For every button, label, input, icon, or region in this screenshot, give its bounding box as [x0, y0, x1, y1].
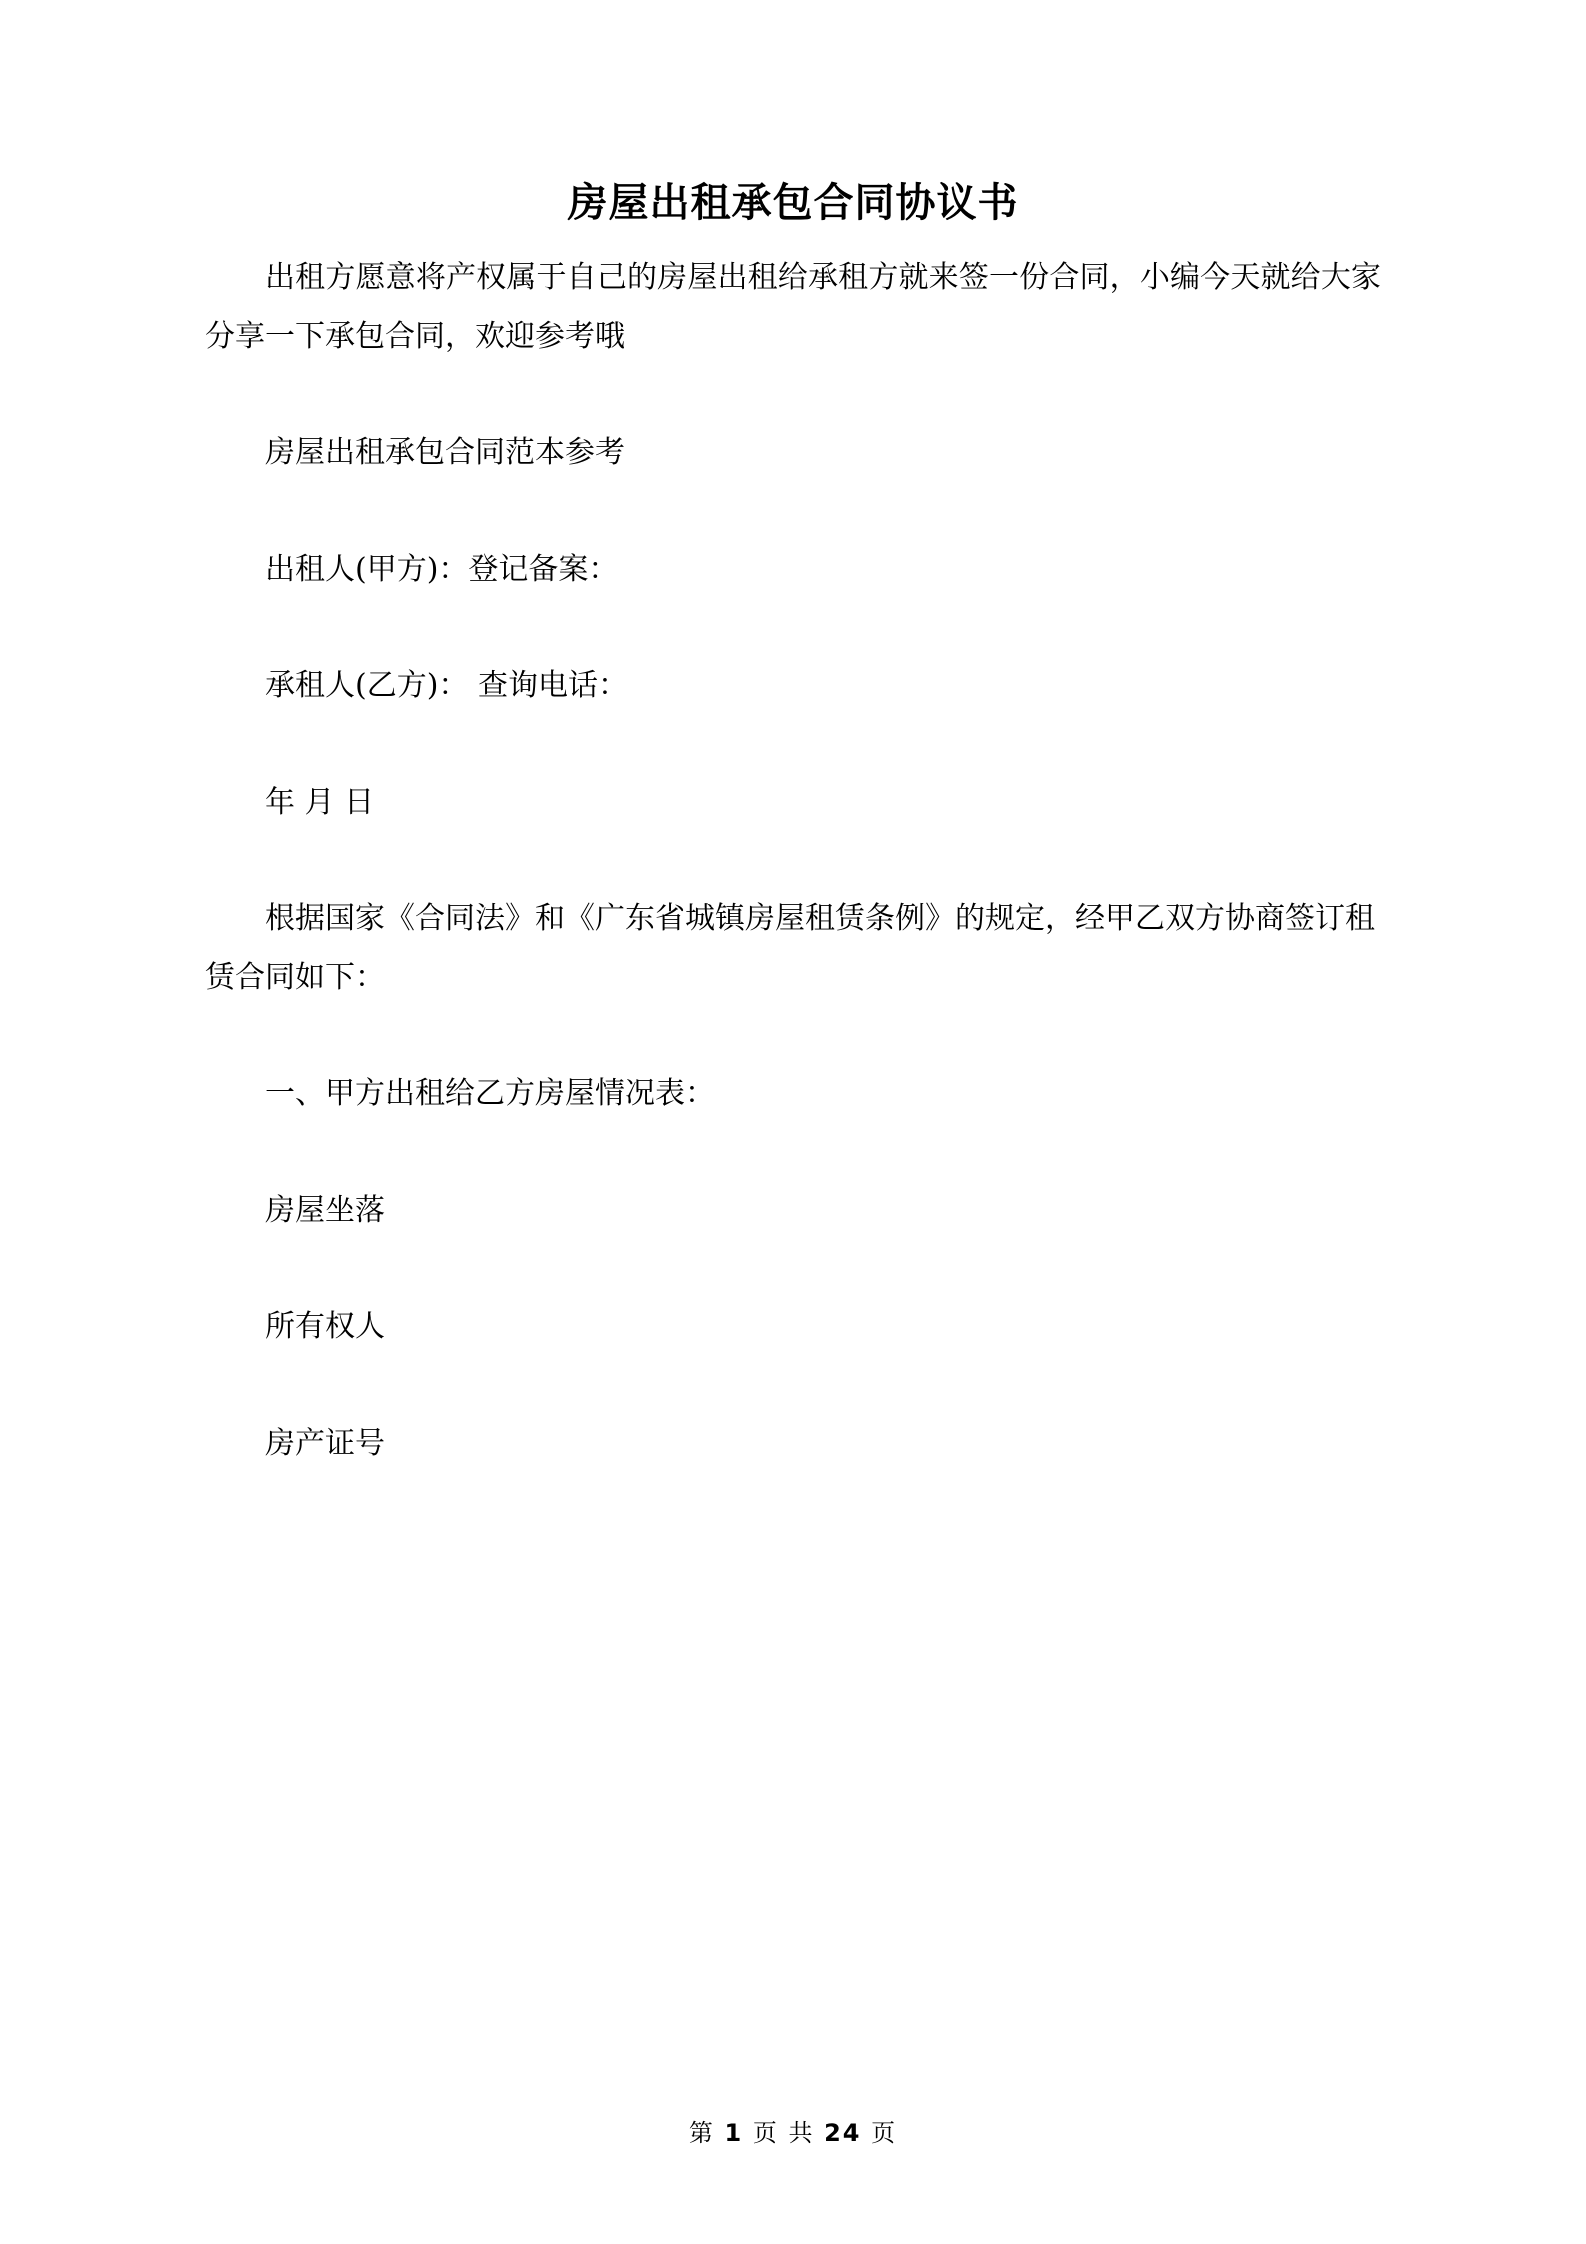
- section-owner: 所有权人: [265, 1309, 385, 1344]
- section-legal-basis: 根据国家《合同法》和《广东省城镇房屋租赁条例》的规定，经甲乙双方协商签订租赁合同如下：: [205, 901, 1375, 995]
- footer-total-pages: 24: [824, 2119, 862, 2147]
- footer-current-page: 1: [724, 2119, 744, 2147]
- footer-prefix: 第: [688, 2119, 715, 2147]
- section-lessor-line: 出租人(甲方)：登记备案：: [265, 551, 619, 587]
- page-title: 房屋出租承包合同协议书: [567, 180, 1019, 226]
- intro-paragraph: 出租方愿意将产权属于自己的房屋出租给承租方就来签一份合同，小编今天就给大家分享一下承包合同，欢迎参考哦: [205, 260, 1381, 354]
- section-house-location: 房屋坐落: [265, 1192, 385, 1228]
- page-footer: [0, 2113, 1586, 2148]
- footer-suffix: 页: [871, 2119, 898, 2147]
- section-date-line: 年 月 日: [265, 784, 375, 820]
- section-property-cert-no: 房产证号: [265, 1425, 385, 1461]
- section-lessee-line: 承租人(乙方)： 查询电话：: [265, 668, 628, 703]
- section-sample-ref: 房屋出租承包合同范本参考: [265, 435, 625, 470]
- section-article-one: 一、甲方出租给乙方房屋情况表：: [265, 1076, 715, 1111]
- footer-middle: 页 共: [752, 2119, 815, 2147]
